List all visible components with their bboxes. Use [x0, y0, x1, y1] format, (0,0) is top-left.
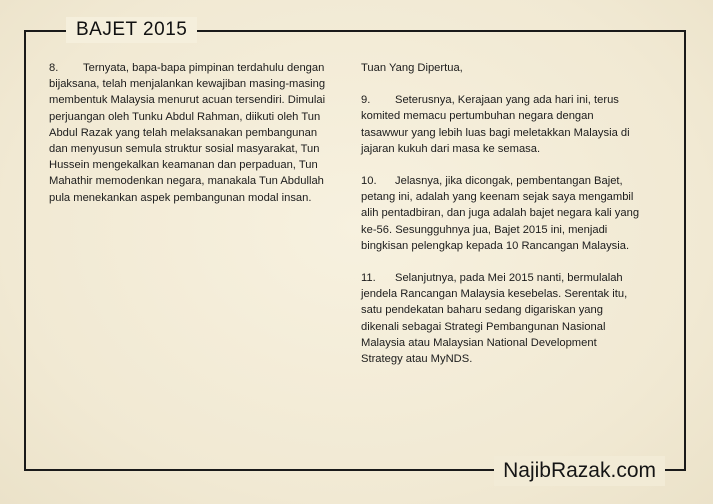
paragraph-10: [361, 173, 661, 254]
paragraph-line: Mahathir memodenkan negara, manakala Tun Abdullah: [49, 175, 324, 188]
paragraph-line: perjuangan oleh Tunku Abdul Rahman, diikuti oleh Tun: [49, 110, 321, 123]
paragraph-line: ke-56. Sesungguhnya jua, Bajet 2015 ini, menjadi: [361, 223, 608, 236]
salutation-text: Tuan Yang Dipertua,: [361, 62, 463, 74]
paragraph-line: Strategy atau MyNDS.: [361, 353, 473, 366]
paragraph-line: 11. Selanjutnya, pada Mei 2015 nanti, bermulalah: [361, 270, 661, 286]
paragraph-line: 8. Ternyata, bapa-bapa pimpinan terdahulu dengan: [49, 60, 345, 76]
left-column: [49, 60, 345, 222]
paragraph-line: bingkisan pelengkap kepada 10 Rancangan Malaysia.: [361, 239, 630, 252]
page-title: BAJET 2015: [66, 17, 197, 43]
paragraph-9: [361, 92, 661, 157]
paragraph-line: jendela Rancangan Malaysia kesebelas. Serentak itu,: [361, 288, 628, 301]
paragraph-line: bijaksana, telah menjalankan kewajiban masing-masing: [49, 78, 326, 91]
paragraph-8: [49, 60, 345, 206]
paragraph-line: dan menyusun semula struktur sosial masyarakat, Tun: [49, 143, 320, 156]
right-column: [361, 60, 661, 383]
paragraph-number: 10.: [361, 175, 377, 188]
paragraph-11: [361, 270, 661, 367]
salutation: [361, 60, 661, 76]
paragraph-line: Hussein mengekalkan keamanan dan perpaduan, Tun: [49, 159, 318, 172]
paragraph-line: komited memacu pertumbuhan negara dengan: [361, 110, 594, 123]
paragraph-line: 9. Seterusnya, Kerajaan yang ada hari ini, terus: [361, 92, 661, 108]
paragraph-line: Abdul Razak yang telah melaksanakan pembangunan: [49, 126, 318, 139]
paragraph-line: 10. Jelasnya, jika dicongak, pembentangan Bajet,: [361, 173, 661, 189]
paragraph-line: dikenali sebagai Strategi Pembangunan Nasional: [361, 320, 606, 333]
paragraph-number: 11.: [361, 272, 376, 285]
paragraph-line: tasawwur yang lebih luas bagi meletakkan Malaysia di: [361, 126, 630, 139]
paragraph-line: membentuk Malaysia menurut acuan tersendiri. Dimulai: [49, 94, 326, 107]
paragraph-number: 8.: [49, 62, 59, 74]
footer-brand: NajibRazak.com: [494, 456, 665, 486]
paragraph-line: Malaysia atau Malaysian National Development: [361, 336, 597, 349]
paragraph-line: alih pentadbiran, dan juga adalah bajet negara kali yang: [361, 207, 640, 220]
paragraph-line: pula menekankan aspek pembangunan modal insan.: [49, 191, 312, 204]
paragraph-line: jajaran kukuh dari masa ke semasa.: [361, 142, 541, 155]
paragraph-line: petang ini, adalah yang keenam sejak saya mengambil: [361, 191, 634, 204]
paragraph-line: satu pendekatan baharu sedang digariskan yang: [361, 304, 603, 317]
paragraph-number: 9.: [361, 94, 371, 107]
